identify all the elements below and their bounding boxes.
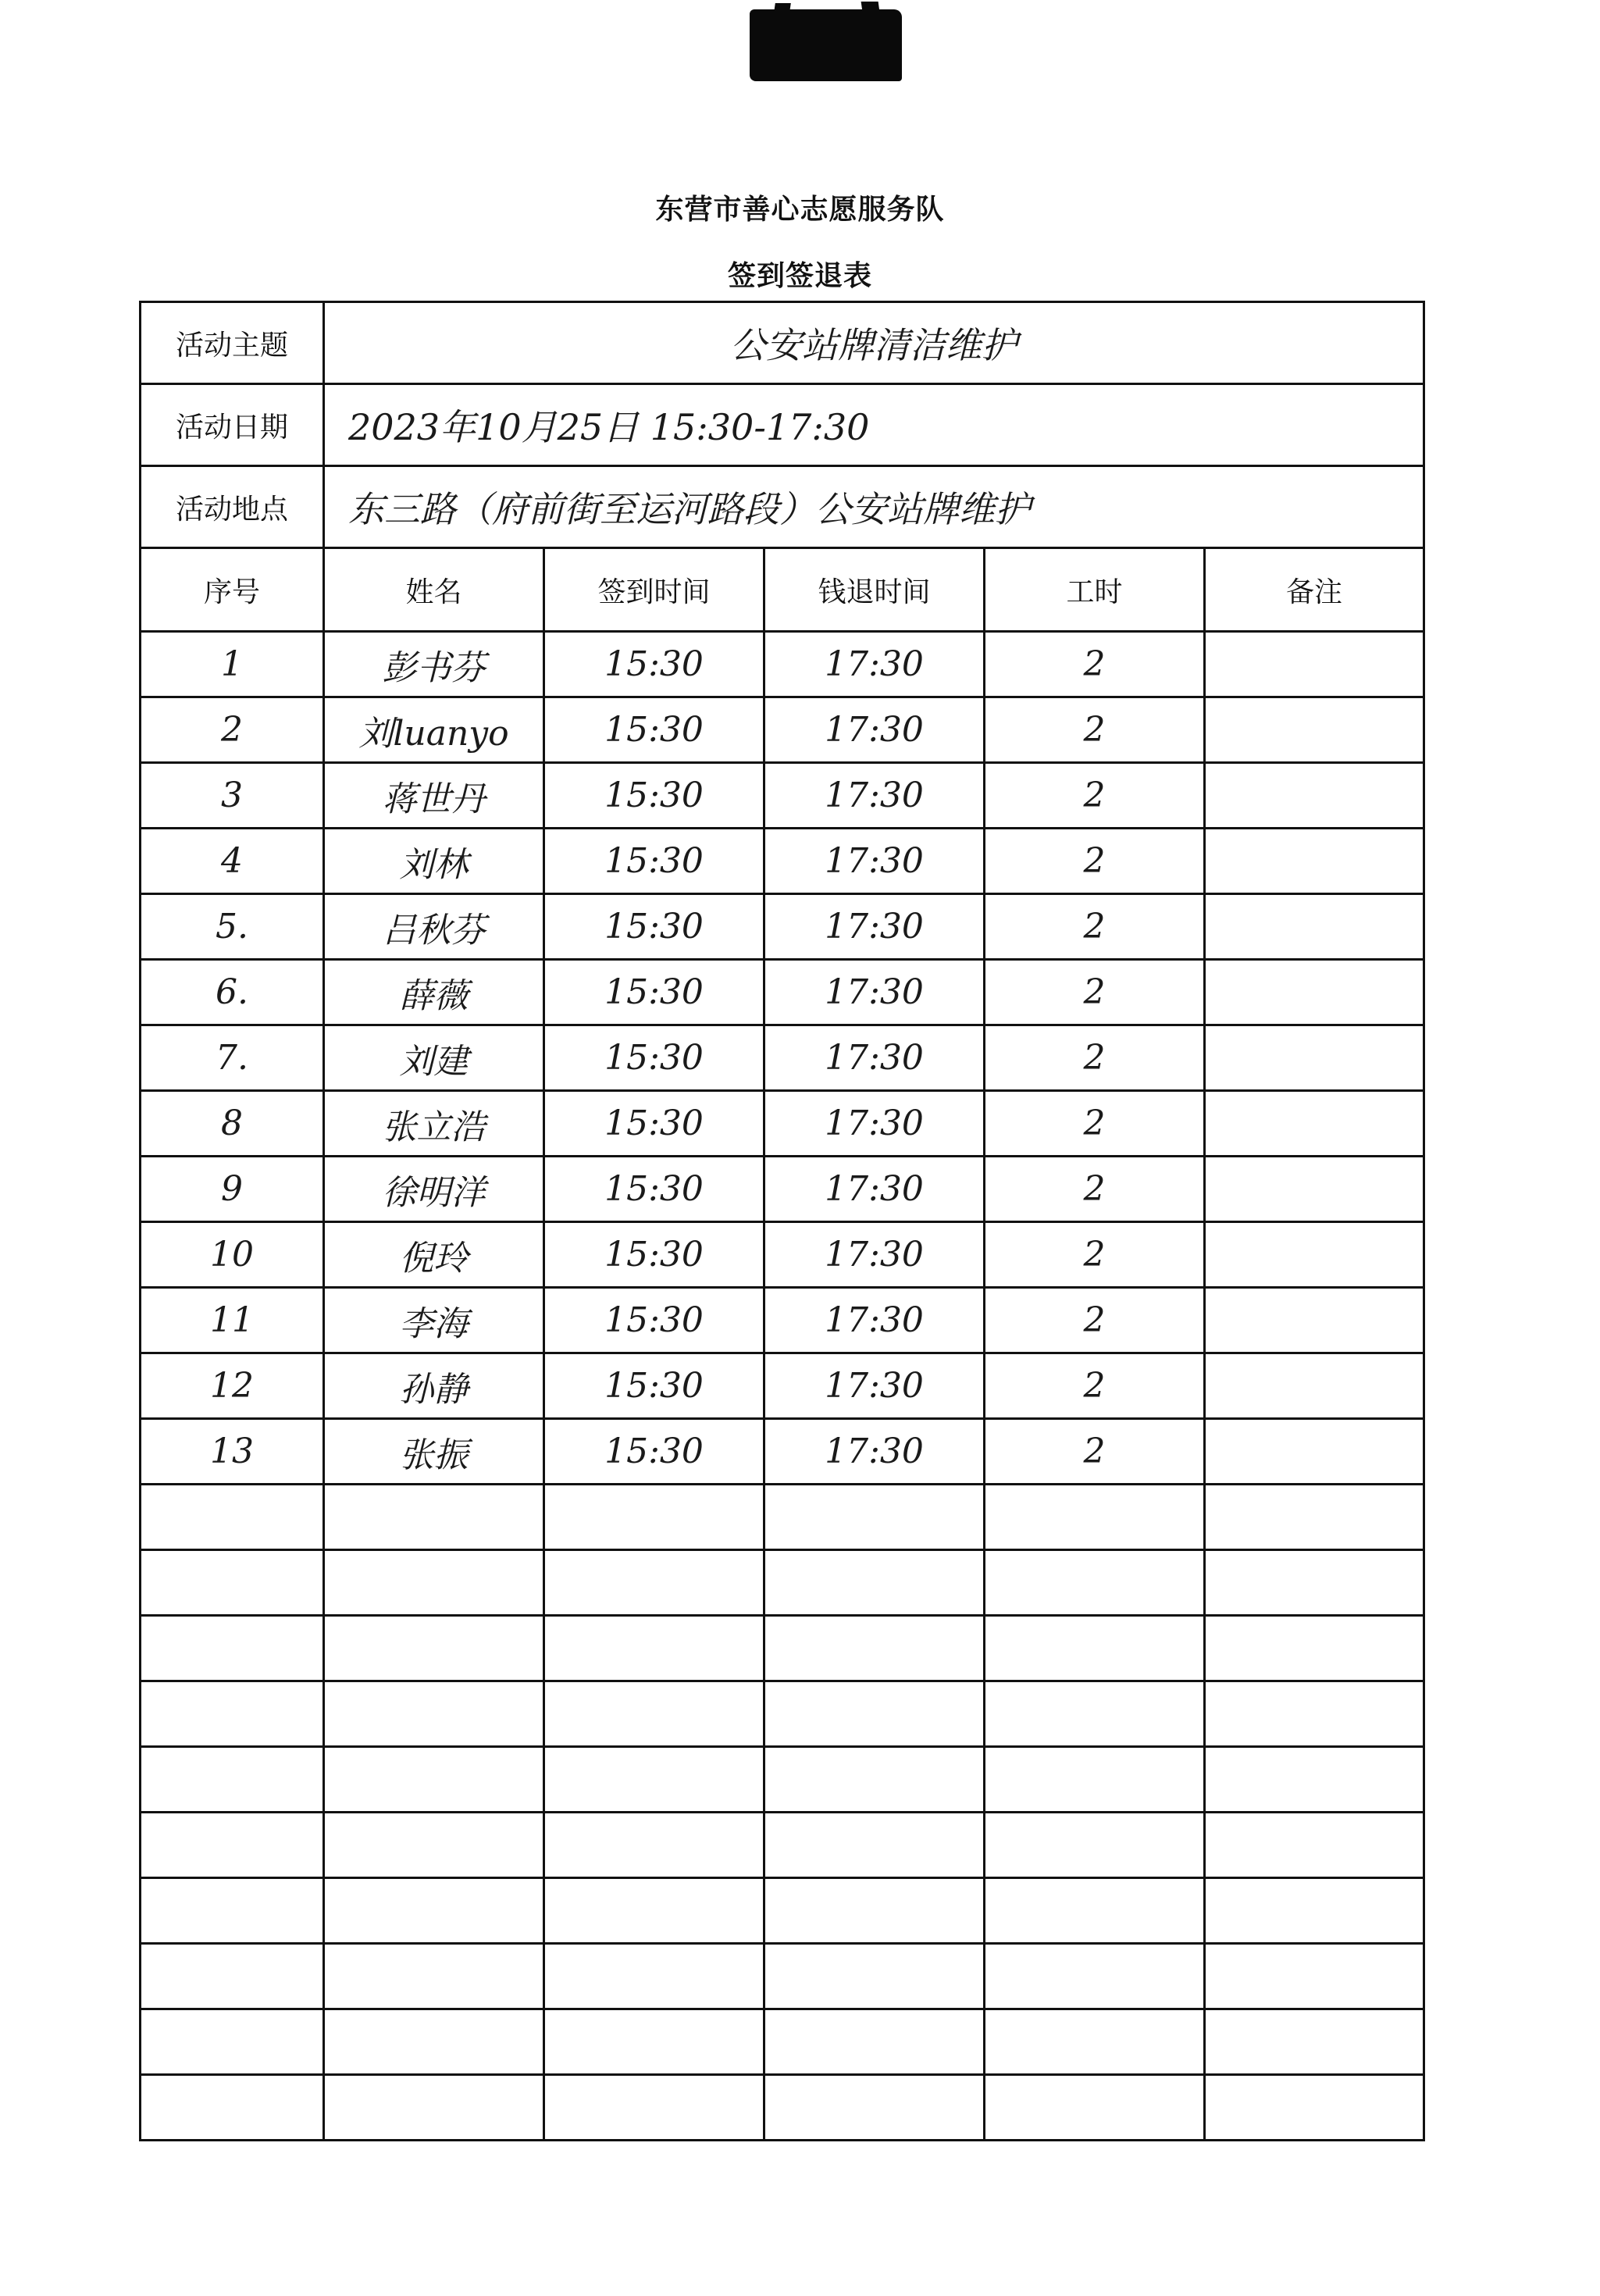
row-name: 李海 [324,1288,544,1353]
row-sign-in: 15:30 [544,829,764,894]
row-sign-out [764,1550,985,1616]
row-index [141,1944,324,2009]
row-sign-in: 15:30 [544,1222,764,1288]
table-row [141,960,1424,1025]
row-hours [985,2075,1205,2141]
theme-value: 公安站牌清洁维护 [324,302,1424,384]
row-sign-out [764,1878,985,1944]
row-sign-out: 17:30 [764,1419,985,1485]
row-remark [1205,1091,1424,1157]
row-hours [985,2009,1205,2075]
row-remark [1205,1419,1424,1485]
col-header-remark: 备注 [1205,548,1424,632]
row-sign-out: 17:30 [764,763,985,829]
row-index: 12 [141,1353,324,1419]
row-name: 倪玲 [324,1222,544,1288]
row-sign-in: 15:30 [544,1091,764,1157]
row-name: 刘luanyo [324,697,544,763]
row-name [324,1944,544,2009]
redaction-mark [750,9,902,81]
row-sign-in [544,2075,764,2141]
table-row [141,1157,1424,1222]
row-remark [1205,1878,1424,1944]
row-hours: 2 [985,829,1205,894]
row-sign-out: 17:30 [764,1353,985,1419]
row-remark [1205,894,1424,960]
row-sign-out: 17:30 [764,1288,985,1353]
date-row [141,384,1424,466]
row-sign-in: 15:30 [544,632,764,697]
row-index: 4 [141,829,324,894]
row-index: 6. [141,960,324,1025]
table-row [141,1550,1424,1616]
table-row [141,2009,1424,2075]
row-sign-in: 15:30 [544,1419,764,1485]
row-index [141,1878,324,1944]
row-remark [1205,1485,1424,1550]
row-sign-out: 17:30 [764,1157,985,1222]
row-sign-in [544,2009,764,2075]
row-index [141,1485,324,1550]
row-index [141,1681,324,1747]
row-sign-out: 17:30 [764,1222,985,1288]
row-index [141,2075,324,2141]
row-hours: 2 [985,894,1205,960]
row-sign-in: 15:30 [544,763,764,829]
row-hours: 2 [985,1157,1205,1222]
row-sign-out: 17:30 [764,697,985,763]
row-sign-out [764,1616,985,1681]
row-name: 刘建 [324,1025,544,1091]
row-remark [1205,1944,1424,2009]
date-label: 活动日期 [141,384,324,466]
place-value: 东三路（府前街至运河路段）公安站牌维护 [324,466,1424,548]
row-name [324,1813,544,1878]
row-remark [1205,829,1424,894]
row-sign-out: 17:30 [764,1091,985,1157]
form-title: 签到签退表 [727,260,872,292]
row-remark [1205,1747,1424,1813]
row-index: 11 [141,1288,324,1353]
row-index: 8 [141,1091,324,1157]
row-name [324,2009,544,2075]
row-hours: 2 [985,1222,1205,1288]
row-remark [1205,1616,1424,1681]
row-hours [985,1485,1205,1550]
row-name [324,1485,544,1550]
row-sign-out [764,1485,985,1550]
table-row [141,632,1424,697]
table-row [141,1747,1424,1813]
row-name: 蒋世丹 [324,763,544,829]
row-name [324,1616,544,1681]
row-hours: 2 [985,1091,1205,1157]
place-label: 活动地点 [141,466,324,548]
row-sign-in: 15:30 [544,697,764,763]
row-remark [1205,1353,1424,1419]
row-sign-in [544,1813,764,1878]
table-row [141,697,1424,763]
row-sign-out [764,1747,985,1813]
row-index [141,1550,324,1616]
row-sign-in [544,1747,764,1813]
row-index [141,1747,324,1813]
row-hours: 2 [985,1419,1205,1485]
row-index: 10 [141,1222,324,1288]
org-title: 东营市善心志愿服务队 [655,194,945,226]
row-sign-in [544,1878,764,1944]
row-remark [1205,1157,1424,1222]
row-hours [985,1681,1205,1747]
row-name: 孙静 [324,1353,544,1419]
row-sign-in: 15:30 [544,894,764,960]
row-sign-out: 17:30 [764,960,985,1025]
row-name: 彭书芬 [324,632,544,697]
table-row [141,1353,1424,1419]
table-row [141,1616,1424,1681]
row-index [141,2009,324,2075]
row-remark [1205,1813,1424,1878]
row-index: 2 [141,697,324,763]
row-remark [1205,1288,1424,1353]
row-hours [985,1616,1205,1681]
row-index: 3 [141,763,324,829]
row-name [324,2075,544,2141]
table-row [141,1681,1424,1747]
col-header-sign-out: 钱退时间 [764,548,985,632]
row-remark [1205,1681,1424,1747]
col-header-index: 序号 [141,548,324,632]
row-sign-out: 17:30 [764,1025,985,1091]
row-hours: 2 [985,1353,1205,1419]
row-sign-out: 17:30 [764,894,985,960]
table-row [141,1091,1424,1157]
col-header-name: 姓名 [324,548,544,632]
row-sign-in [544,1681,764,1747]
table-row [141,1485,1424,1550]
date-value: 2023年10月25日 15:30-17:30 [324,384,1424,466]
row-hours [985,1878,1205,1944]
row-hours: 2 [985,1288,1205,1353]
row-remark [1205,960,1424,1025]
row-name: 张振 [324,1419,544,1485]
row-name [324,1681,544,1747]
table-row [141,894,1424,960]
table-row [141,1288,1424,1353]
table-row [141,2075,1424,2141]
row-sign-out [764,1944,985,2009]
row-sign-in: 15:30 [544,1288,764,1353]
row-hours: 2 [985,697,1205,763]
row-remark [1205,2075,1424,2141]
column-header-row [141,548,1424,632]
row-sign-out [764,2009,985,2075]
row-name: 张立浩 [324,1091,544,1157]
row-hours [985,1747,1205,1813]
table-row [141,763,1424,829]
row-remark [1205,1222,1424,1288]
row-hours: 2 [985,960,1205,1025]
row-hours [985,1813,1205,1878]
row-sign-in: 15:30 [544,960,764,1025]
row-sign-out: 17:30 [764,829,985,894]
row-index: 5. [141,894,324,960]
place-row [141,466,1424,548]
row-sign-out [764,2075,985,2141]
table-row [141,1944,1424,2009]
table-row [141,1222,1424,1288]
row-hours [985,1550,1205,1616]
row-sign-out [764,1681,985,1747]
row-name: 刘林 [324,829,544,894]
row-remark [1205,1550,1424,1616]
row-remark [1205,1025,1424,1091]
row-remark [1205,763,1424,829]
table-row [141,1813,1424,1878]
col-header-sign-in: 签到时间 [544,548,764,632]
row-sign-in: 15:30 [544,1025,764,1091]
row-index: 7. [141,1025,324,1091]
row-name [324,1878,544,1944]
row-sign-in [544,1550,764,1616]
row-index: 13 [141,1419,324,1485]
row-sign-in [544,1485,764,1550]
row-name: 吕秋芬 [324,894,544,960]
theme-row [141,302,1424,384]
table-row [141,1419,1424,1485]
row-name [324,1747,544,1813]
theme-label: 活动主题 [141,302,324,384]
row-index [141,1813,324,1878]
row-hours: 2 [985,1025,1205,1091]
row-sign-in [544,1944,764,2009]
sign-in-sheet [139,301,1425,2141]
row-index: 1 [141,632,324,697]
row-sign-in [544,1616,764,1681]
row-name: 薛薇 [324,960,544,1025]
row-sign-out [764,1813,985,1878]
row-hours: 2 [985,763,1205,829]
row-remark [1205,2009,1424,2075]
table-row [141,1025,1424,1091]
row-hours: 2 [985,632,1205,697]
row-index [141,1616,324,1681]
row-name [324,1550,544,1616]
col-header-hours: 工时 [985,548,1205,632]
row-hours [985,1944,1205,2009]
row-sign-in: 15:30 [544,1353,764,1419]
row-remark [1205,632,1424,697]
row-name: 徐明洋 [324,1157,544,1222]
table-row [141,829,1424,894]
row-index: 9 [141,1157,324,1222]
row-remark [1205,697,1424,763]
table-row [141,1878,1424,1944]
row-sign-out: 17:30 [764,632,985,697]
row-sign-in: 15:30 [544,1157,764,1222]
